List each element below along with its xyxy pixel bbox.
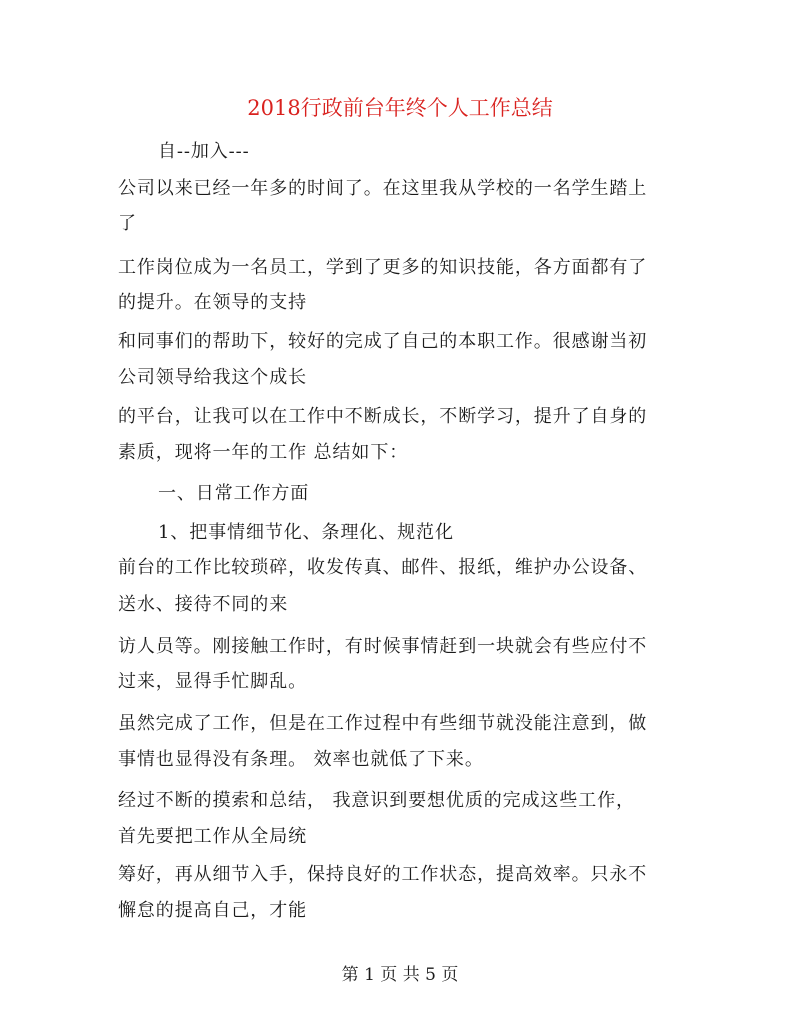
document-title: 2018行政前台年终个人工作总结 bbox=[247, 96, 553, 120]
paragraph-line: 的平台，让我可以在工作中不断成长，不断学习，提升了自身的 bbox=[118, 406, 648, 427]
paragraph-line: 公司以来已经一年多的时间了。在这里我从学校的一名学生踏上 bbox=[118, 178, 648, 199]
subsection-heading: 1、把事情细节化、条理化、规范化 bbox=[158, 522, 454, 543]
paragraph-line: 自--加入--- bbox=[158, 141, 250, 162]
paragraph-line: 工作岗位成为一名员工，学到了更多的知识技能，各方面都有了 bbox=[118, 257, 648, 278]
paragraph-line: 的提升。在领导的支持 bbox=[118, 292, 307, 313]
paragraph-line: 送水、接待不同的来 bbox=[118, 594, 289, 615]
paragraph-line: 经过不断的摸索和总结， 我意识到要想优质的完成这些工作， bbox=[118, 790, 635, 811]
paragraph-line: 公司领导给我这个成长 bbox=[118, 367, 307, 388]
paragraph-line: 首先要把工作从全局统 bbox=[118, 826, 307, 847]
paragraph-line: 懈怠的提高自己，才能 bbox=[118, 900, 307, 921]
paragraph-line: 和同事们的帮助下，较好的完成了自己的本职工作。很感谢当初 bbox=[118, 331, 648, 352]
section-heading: 一、日常工作方面 bbox=[158, 483, 310, 504]
paragraph-line: 过来，显得手忙脚乱。 bbox=[118, 671, 307, 692]
paragraph-line: 访人员等。刚接触工作时，有时候事情赶到一块就会有些应付不 bbox=[118, 636, 648, 657]
paragraph-line: 虽然完成了工作，但是在工作过程中有些细节就没能注意到，做 bbox=[118, 713, 648, 734]
paragraph-line: 素质，现将一年的工作 总结如下： bbox=[118, 442, 409, 463]
paragraph-line: 事情也显得没有条理。 效率也就低了下来。 bbox=[118, 749, 484, 770]
page-number: 第 1 页 共 5 页 bbox=[341, 965, 459, 985]
paragraph-line: 了 bbox=[118, 213, 137, 234]
paragraph-line: 前台的工作比较琐碎，收发传真、邮件、报纸，维护办公设备、 bbox=[118, 557, 648, 578]
paragraph-line: 筹好，再从细节入手，保持良好的工作状态，提高效率。只永不 bbox=[118, 864, 648, 885]
